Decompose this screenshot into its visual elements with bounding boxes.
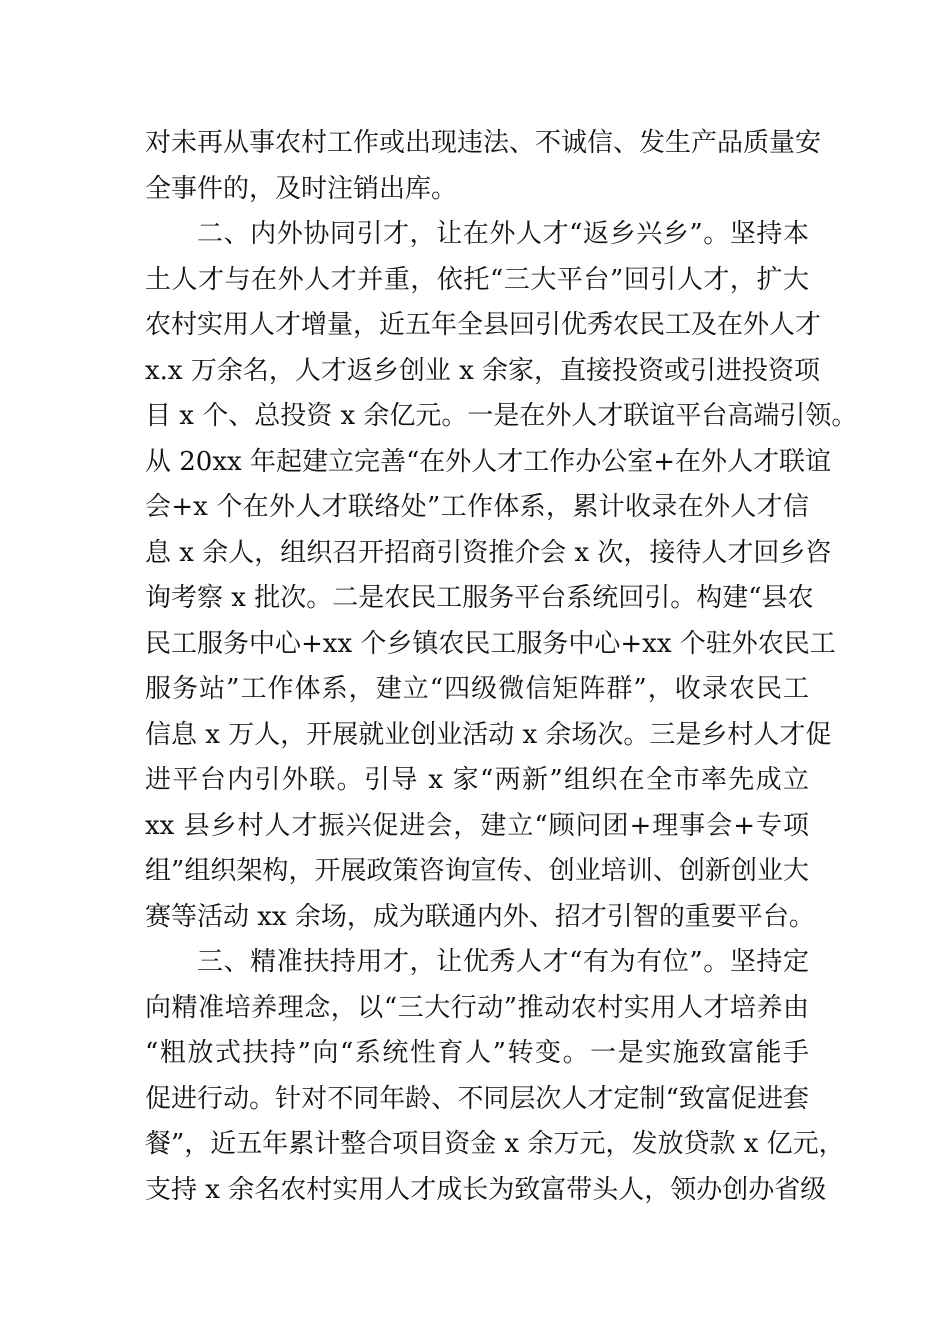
- text-line: 息 x 余人，组织召开招商引资推介会 x 次，接待人才回乡咨: [145, 537, 832, 568]
- text-line: 服务站”工作体系，建立“四级微信矩阵群”，收录农民工: [145, 674, 809, 704]
- text-line: 促进行动。针对不同年龄、不同层次人才定制“致富促进套: [145, 1083, 809, 1114]
- text-line: 民工服务中心+xx 个乡镇农民工服务中心+xx 个驻外农民工: [145, 628, 836, 659]
- text-line: 支持 x 余名农村实用人才成长为致富带头人，领办创办省级: [145, 1174, 827, 1205]
- text-line: 赛等活动 xx 余场，成为联通内外、招才引智的重要平台。: [145, 901, 815, 932]
- text-line: 组”组织架构，开展政策咨询宣传、创业培训、创新创业大: [145, 856, 809, 886]
- text-line: 餐”，近五年累计整合项目资金 x 余万元，发放贷款 x 亿元，: [145, 1129, 845, 1159]
- text-line: 向精准培养理念，以“三大行动”推动农村实用人才培养由: [145, 992, 809, 1023]
- text-line: 三、精准扶持用才，让优秀人才“有为有位”。坚持定: [197, 947, 809, 977]
- body-text: [145, 121, 858, 1213]
- text-line: 对未再从事农村工作或出现违法、不诚信、发生产品质量安: [145, 128, 822, 158]
- text-line: 询考察 x 批次。二是农民工服务平台系统回引。构建“县农: [145, 583, 814, 613]
- text-line: 目 x 个、总投资 x 余亿元。一是在外人才联谊平台高端引领。: [145, 401, 858, 431]
- text-line: 从 20xx 年起建立完善“在外人才工作办公室+在外人才联谊: [145, 446, 832, 477]
- text-line: xx 县乡村人才振兴促进会，建立“顾问团+理事会+专项: [145, 810, 809, 841]
- text-line: 农村实用人才增量，近五年全县回引优秀农民工及在外人才: [145, 310, 822, 340]
- text-line: “粗放式扶持”向“系统性育人”转变。一是实施致富能手: [145, 1038, 809, 1068]
- text-line: 全事件的，及时注销出库。: [145, 173, 458, 204]
- text-line: 土人才与在外人才并重，依托“三大平台”回引人才，扩大: [145, 264, 809, 295]
- text-line: x.x 万余名，人才返乡创业 x 余家，直接投资或引进投资项: [145, 355, 821, 386]
- text-line: 进平台内引外联。引导 x 家“两新”组织在全市率先成立: [145, 765, 809, 795]
- paragraph-1: [145, 121, 822, 212]
- paragraph-2: [145, 212, 858, 940]
- text-line: 会+x 个在外人才联络处”工作体系，累计收录在外人才信: [145, 492, 809, 522]
- text-line: 信息 x 万人，开展就业创业活动 x 余场次。三是乡村人才促: [145, 719, 832, 750]
- text-line: 二、内外协同引才，让在外人才“返乡兴乡”。坚持本: [197, 219, 809, 249]
- paragraph-3: [145, 940, 845, 1213]
